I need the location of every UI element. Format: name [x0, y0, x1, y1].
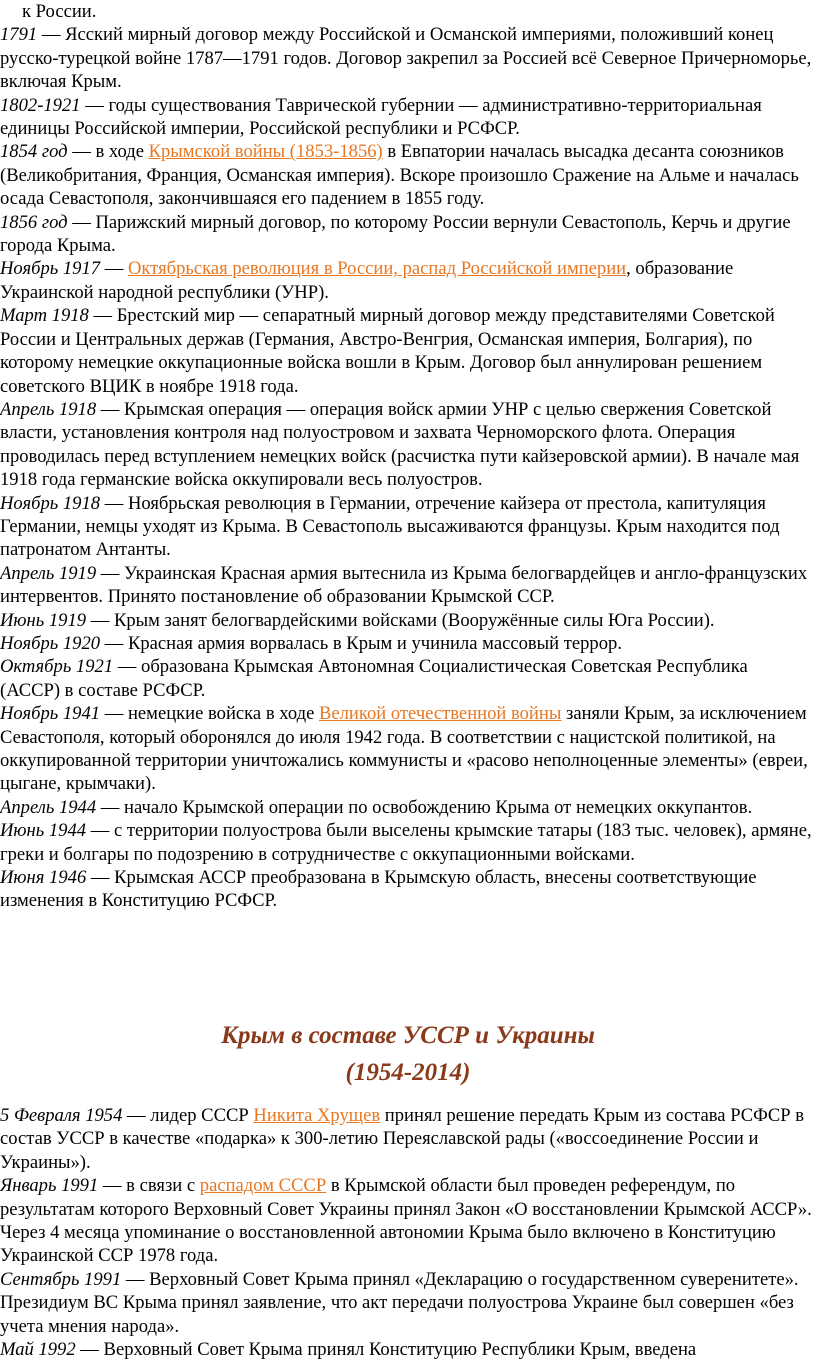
- timeline-entry: [0, 492, 812, 562]
- entry-text: — с территории полуострова были выселены крымские татары (183 тыс. человек), армяне, греки и болгары по подозрению в сотрудничестве с оккупационными войсками.: [0, 820, 812, 865]
- ussr-collapse-link[interactable]: распадом СССР: [199, 1175, 327, 1197]
- entry-text: — годы существования Таврической губернии — административно-территориальная единицы Российской империи, Российской республики и РСФСР.: [0, 94, 762, 140]
- entry-date: 5 Февраля 1954: [0, 1105, 123, 1126]
- entry-text: — Ясский мирный договор между Российской и Османской империями, положивший конец русско-турецкой войне 1787—1791 годов. Договор закрепил за Россией всё Северное Причерноморье, включая Крым.: [0, 24, 812, 93]
- entry-date: 1791: [0, 24, 38, 46]
- timeline-entry: [0, 702, 812, 796]
- timeline-entry: [0, 562, 812, 609]
- entry-date: Ноябрь 1917: [0, 258, 101, 280]
- section-heading-years: (1954-2014): [345, 1059, 471, 1086]
- entry-text: , образование Украинской народной республики (УНР).: [0, 258, 734, 303]
- entry-text: в Крымской области был проведен референдум, по результатам которого Верховный Совет Украины принял Закон «О восстановлении Крымской АССР». Через 4 месяца упоминание о восстановленной автономии Крыма было включено в Конституцию Украинской ССР 1978 года.: [0, 1175, 812, 1267]
- entry-date: Ноябрь 1941: [0, 703, 101, 725]
- timeline-entry: [0, 398, 812, 492]
- khrushchev-link[interactable]: Никита Хрущев: [253, 1105, 381, 1126]
- timeline-entry: [0, 140, 812, 210]
- crimean-war-link[interactable]: Крымской войны (1853-1856): [148, 141, 383, 163]
- entry-date: Май 1992: [0, 1339, 76, 1361]
- entry-text-pre: —: [100, 258, 128, 280]
- entry-text: — Брестский мир — сепаратный мирный договор между представителями Советской России и Центральных держав (Германия, Австро-Венгрия, Османская империя, Болгария), по которому немецкие оккупационные войска вошли в Крым. Договор был аннулирован решением советского ВЦИК в ноябре 1918 года.: [0, 305, 775, 397]
- entry-date: 1802-1921: [0, 94, 81, 116]
- entry-text: — Парижский мирный договор, по которому России вернули Севастополь, Керчь и другие города Крыма.: [0, 211, 791, 257]
- entry-date: 1854 год: [0, 141, 68, 163]
- timeline-entry: [0, 1268, 812, 1338]
- great-patriotic-war-link[interactable]: Великой отечественной войны: [318, 703, 562, 725]
- timeline-entry: [0, 1338, 812, 1361]
- entry-text: — Верховный Совет Крыма принял Конституцию Республики Крым, введена: [75, 1339, 697, 1361]
- timeline-entry: [0, 819, 812, 866]
- entry-text: — Крымская АССР преобразована в Крымскую область, внесены соответствующие изменения в Конституцию РСФСР.: [0, 867, 757, 912]
- section-heading-title: Крым в составе УССР и Украины: [221, 1022, 595, 1049]
- timeline-entry: [0, 632, 812, 655]
- entry-text: заняли Крым, за исключением Севастополя, который оборонялся до июля 1942 года. В соответствии с нацистской политикой, на оккупированной территории уничтожались коммунисты и «расово неполноценные элементы» (евреи, цыгане, крымчаки).: [0, 703, 808, 795]
- entry-date: Апрель 1944: [0, 796, 97, 818]
- timeline-entry: [0, 304, 812, 398]
- timeline-entry: [0, 609, 812, 632]
- entry-text: принял решение передать Крым из состава РСФСР в состав УССР в качестве «подарка» к 300-летию Переяславской рады («воссоединение России и Украины»).: [0, 1105, 805, 1173]
- timeline-entry: [0, 866, 812, 913]
- entry-text-pre: — в ходе: [67, 141, 149, 163]
- entry-date: 1856 год: [0, 211, 68, 233]
- entry-text-pre: — в связи с: [98, 1175, 200, 1197]
- entry-date: Ноябрь 1920: [0, 632, 101, 654]
- entry-text: в Евпатории началась высадка десанта союзников (Великобритания, Франция, Османская империя). Вскоре произошло Сражение на Альме и началась осада Севастополя, закончившаяся его падением в 1855 году.: [0, 141, 799, 210]
- entry-date: Январь 1991: [0, 1175, 99, 1197]
- entry-date: Июнь 1919: [0, 609, 87, 631]
- entry-date: Апрель 1918: [0, 398, 97, 420]
- timeline-entry: [0, 94, 812, 141]
- entry-date: Июнь 1944: [0, 820, 87, 842]
- october-revolution-link[interactable]: Октябрьская революция в России, распад Российской империи: [127, 258, 627, 280]
- entry-text-pre: — лидер СССР: [122, 1105, 254, 1126]
- timeline-entry: [0, 211, 812, 258]
- entry-date: Июня 1946: [0, 867, 87, 889]
- entry-date: Сентябрь 1991: [0, 1268, 122, 1290]
- entry-date: Ноябрь 1918: [0, 492, 101, 514]
- entry-text: к России.: [22, 1, 97, 22]
- entry-text: — Верховный Совет Крыма принял «Декларацию о государственном суверенитете». Президиум ВС Крыма принял заявление, что акт передачи полуострова Украине был совершен «без учета мнения народа».: [0, 1268, 799, 1337]
- timeline-entry: [0, 257, 812, 304]
- entry-date: Октябрь 1921: [0, 656, 114, 678]
- entry-text: — Красная армия ворвалась в Крым и учинила массовый террор.: [100, 632, 622, 654]
- timeline-entry: [0, 0, 812, 23]
- timeline-entry: [0, 1104, 812, 1174]
- entry-date: Март 1918: [0, 305, 89, 327]
- timeline-entry: [0, 23, 812, 93]
- entry-text: — Крым занят белогвардейскими войсками (Вооружённые силы Юга России).: [86, 609, 715, 631]
- entry-text-pre: — немецкие войска в ходе: [100, 703, 319, 725]
- entry-date: Апрель 1919: [0, 562, 97, 584]
- entry-text: — образована Крымская Автономная Социалистическая Советская Республика (АССР) в составе РСФСР.: [0, 656, 748, 701]
- entry-text: — Украинская Красная армия вытеснила из Крыма белогвардейцев и англо-французских интервентов. Принято постановление об образовании Крымской ССР.: [0, 562, 808, 608]
- timeline-entry: [0, 655, 812, 702]
- timeline-entry: [0, 1174, 812, 1268]
- entry-text: — начало Крымской операции по освобождению Крыма от немецких оккупантов.: [96, 796, 753, 818]
- timeline-entry: [0, 796, 812, 819]
- timeline-block-bottom: [0, 1104, 812, 1361]
- entry-text: — Ноябрьская революция в Германии, отречение кайзера от престола, капитуляция Германии, немцы уходят из Крыма. В Севастополь высаживаются французы. Крым находится под патронатом Антанты.: [0, 492, 780, 561]
- entry-text: — Крымская операция — операция войск армии УНР с целью свержения Советской власти, установления контроля над полуостровом и захвата Черноморского флота. Операция проводилась перед вступлением немецких войск (расчистка пути кайзеровской армии). В начале мая 1918 года германские войска оккупировали весь полуостров.: [0, 398, 800, 491]
